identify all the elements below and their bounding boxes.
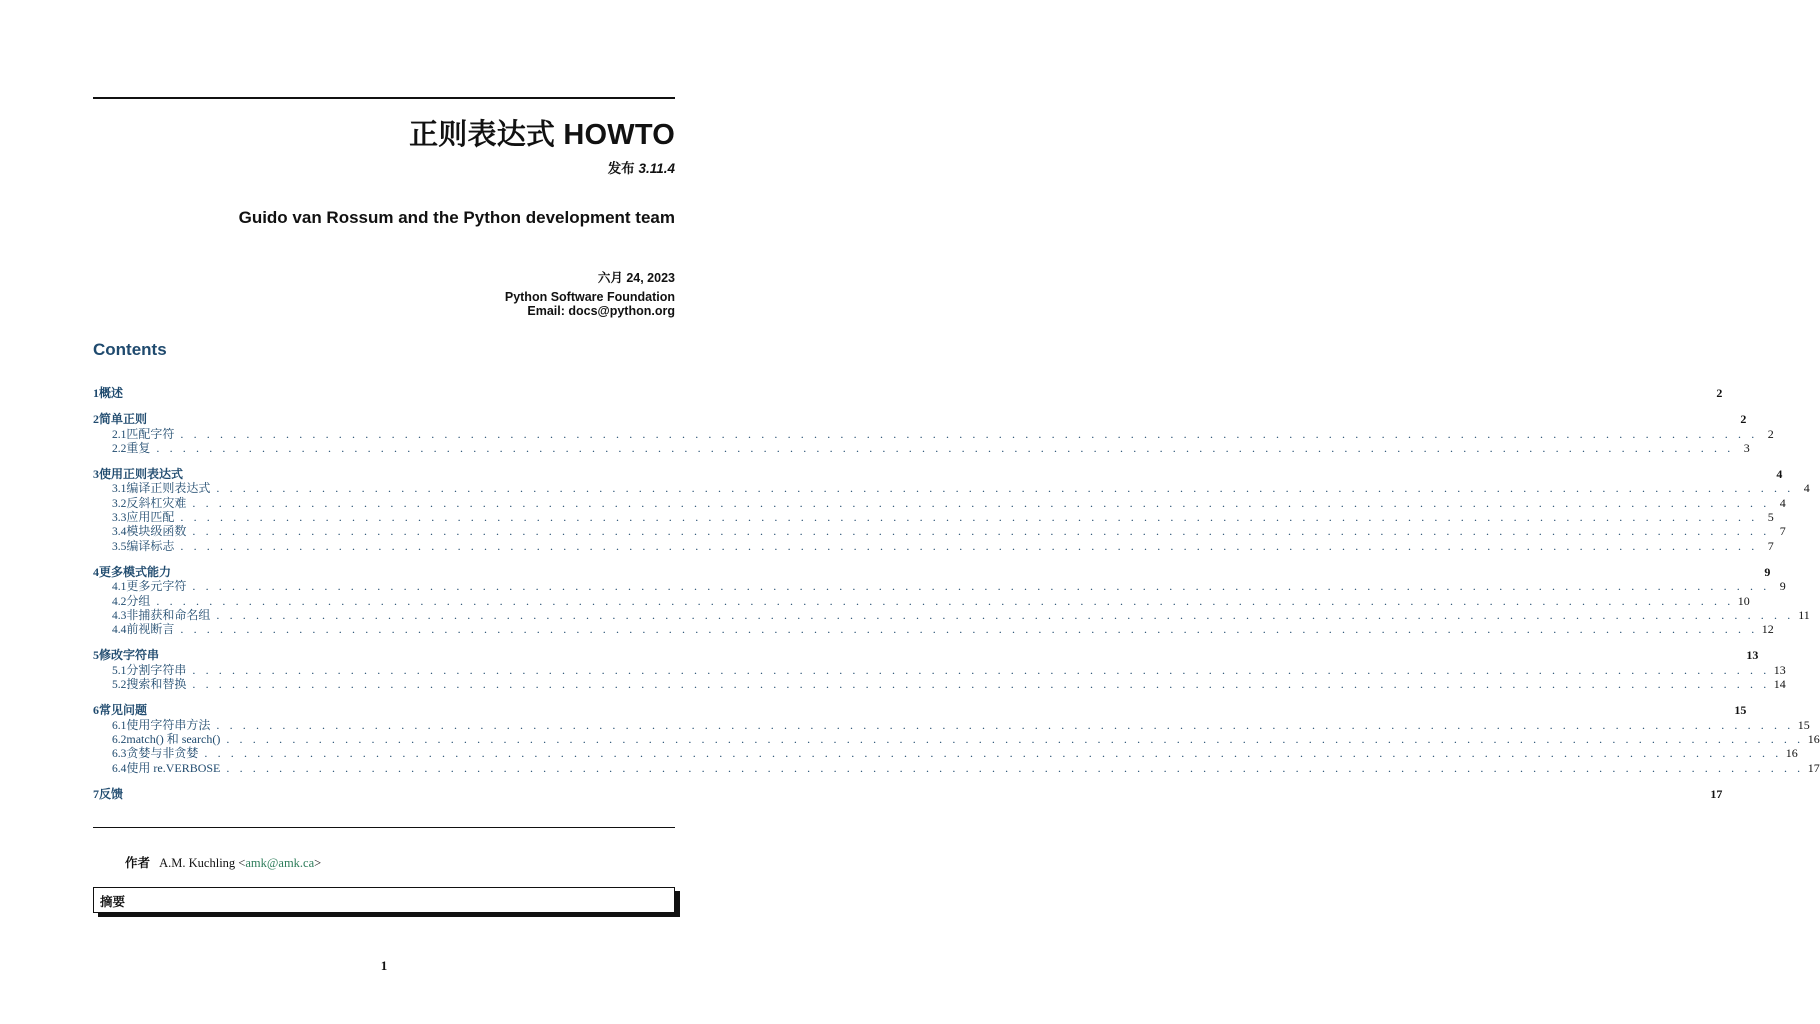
toc-entry-number: 4 (93, 564, 99, 579)
toc-entry-page: 7 (1779, 524, 1786, 539)
toc-entry-number: 4.2 (112, 595, 127, 608)
toc-entry-number: 2.1 (112, 428, 127, 441)
toc-subsection-entry[interactable] (93, 622, 1774, 637)
toc-entry-page: 2 (1716, 386, 1723, 400)
authors-line: Guido van Rossum and the Python development team (238, 208, 675, 227)
toc-entry-number: 7 (93, 786, 99, 801)
toc-entry-page: 11 (1798, 607, 1810, 622)
toc-entry-page: 15 (1734, 703, 1747, 718)
toc-entry-label: 使用 re.VERBOSE (126, 760, 221, 775)
toc-entry-label: 前视断言 (126, 622, 175, 637)
toc-entry-label: 更多元字符 (126, 579, 187, 594)
toc-section-group (93, 564, 1810, 637)
toc-entry-page: 13 (1746, 648, 1759, 663)
toc-entry-label: 重复 (126, 440, 151, 455)
toc-dot-leader: . . . . . . . . . . . . . . . . . . . . . . . . . . . . . . . . . . . . . . . . . . . . . . . . . . . . . . . . . . . . . . . . . . . . . . . . . . . . . . . . . . . . . . . . . . . . . . . . . . . . . . . . . . . . . . . . . . . . . . . . (204, 746, 1782, 761)
toc-section-group (93, 386, 1723, 400)
toc-entry-number: 3.3 (112, 512, 127, 525)
toc-section-group (93, 648, 1786, 692)
toc-entry-number: 3 (93, 467, 99, 482)
toc-entry-label: 匹配字符 (126, 426, 175, 441)
toc-section-entry[interactable] (93, 564, 1771, 579)
toc-subsection-entry[interactable] (93, 607, 1810, 622)
toc-entry-label: 贪婪与非贪婪 (126, 746, 199, 761)
toc-section-group (93, 467, 1810, 553)
toc-entry-page: 9 (1779, 579, 1786, 594)
toc-entry-number: 6.4 (112, 762, 127, 775)
toc-entry-label: 常见问题 (99, 703, 148, 718)
toc-subsection-entry[interactable] (93, 579, 1786, 594)
toc-dot-leader: . . . . . . . . . . . . . . . . . . . . . . . . . . . . . . . . . . . . . . . . . . . . . . . . . . . . . . . . . . . . . . . . . . . . . . . . . . . . . . . . . . . . . . . . . . . . . . . . . . . . . . . . . . . . . . . . . . . . . . . . (216, 481, 1794, 496)
toc-entry-label: 简单正则 (99, 412, 148, 427)
toc-entry-page: 3 (1743, 440, 1750, 455)
toc-entry-page: 4 (1779, 495, 1786, 510)
table-of-contents (93, 386, 1820, 813)
organization: Python Software Foundation (504, 290, 675, 304)
toc-entry-page: 2 (1767, 426, 1774, 441)
toc-entry-number: 3.4 (112, 526, 127, 539)
toc-entry-page: 10 (1737, 593, 1750, 608)
author-email-link[interactable]: amk@amk.ca (245, 856, 315, 870)
toc-subsection-entry[interactable] (93, 717, 1810, 732)
toc-entry-page: 7 (1767, 538, 1774, 553)
toc-entry-page: 9 (1764, 564, 1771, 579)
toc-entry-label: 修改字符串 (99, 648, 160, 663)
contents-heading: Contents (93, 340, 167, 359)
author-label: 作者 (125, 856, 151, 870)
toc-entry-label: match() 和 search() (126, 731, 221, 746)
toc-entry-page: 5 (1767, 510, 1774, 525)
toc-entry-label: 编译标志 (126, 538, 175, 553)
toc-entry-label: 使用正则表达式 (99, 467, 184, 482)
toc-subsection-entry[interactable] (93, 524, 1786, 539)
bottom-rule (93, 827, 675, 828)
toc-entry-label: 应用匹配 (126, 510, 175, 525)
toc-subsection-entry[interactable] (93, 677, 1786, 692)
toc-entry-label: 使用字符串方法 (126, 717, 211, 732)
toc-section-entry[interactable] (93, 648, 1759, 663)
toc-entry-number: 5 (93, 648, 99, 663)
toc-entry-label: 概述 (99, 386, 124, 400)
toc-entry-label: 非捕获和命名组 (126, 607, 211, 622)
page-number: 1 (380, 958, 388, 973)
toc-entry-label: 分割字符串 (126, 662, 187, 677)
toc-subsection-entry[interactable] (93, 426, 1774, 441)
toc-entry-label: 分组 (126, 593, 151, 608)
toc-dot-leader: . . . . . . . . . . . . . . . . . . . . . . . . . . . . . . . . . . . . . . . . . . . . . . . . . . . . . . . . . . . . . . . . . . . . . . . . . . . . . . . . . . . . . . . . . . . . . . . . . . . . . . . . . . . . . . . . . . . . . . . . (192, 495, 1770, 510)
toc-dot-leader: . . . . . . . . . . . . . . . . . . . . . . . . . . . . . . . . . . . . . . . . . . . . . . . . . . . . . . . . . . . . . . . . . . . . . . . . . . . . . . . . . . . . . . . . . . . . . . . . . . . . . . . . . . . . . . . . . . . . . . . . (216, 717, 1794, 732)
toc-entry-number: 1 (93, 386, 99, 400)
toc-entry-page: 4 (1776, 467, 1783, 482)
toc-entry-number: 2 (93, 412, 99, 427)
toc-dot-leader: . . . . . . . . . . . . . . . . . . . . . . . . . . . . . . . . . . . . . . . . . . . . . . . . . . . . . . . . . . . . . . . . . . . . . . . . . . . . . . . . . . . . . . . . . . . . . . . . . . . . . . . . . . . . . . . . . . . . . . . . (226, 731, 1804, 746)
toc-dot-leader: . . . . . . . . . . . . . . . . . . . . . . . . . . . . . . . . . . . . . . . . . . . . . . . . . . . . . . . . . . . . . . . . . . . . . . . . . . . . . . . . . . . . . . . . . . . . . . . . . . . . . . . . . . . . . . . . . . . . . . . . (180, 426, 1758, 441)
toc-entry-number: 2.2 (112, 442, 127, 455)
toc-dot-leader: . . . . . . . . . . . . . . . . . . . . . . . . . . . . . . . . . . . . . . . . . . . . . . . . . . . . . . . . . . . . . . . . . . . . . . . . . . . . . . . . . . . . . . . . . . . . . . . . . . . . . . . . . . . . . . . . . . . . . . . . (216, 607, 1794, 622)
toc-entry-label: 编译正则表达式 (126, 481, 211, 496)
toc-entry-label: 搜索和替换 (126, 677, 187, 692)
toc-subsection-entry[interactable] (93, 481, 1810, 496)
toc-entry-number: 4.1 (112, 581, 127, 594)
toc-section-entry[interactable] (93, 703, 1747, 718)
toc-entry-number: 6.3 (112, 748, 127, 761)
toc-dot-leader: . . . . . . . . . . . . . . . . . . . . . . . . . . . . . . . . . . . . . . . . . . . . . . . . . . . . . . . . . . . . . . . . . . . . . . . . . . . . . . . . . . . . . . . . . . . . . . . . . . . . . . . . . . . . . . . . . . . . . . . . (226, 760, 1804, 775)
toc-subsection-entry[interactable] (93, 760, 1820, 775)
author-suffix: > (314, 856, 322, 870)
toc-dot-leader: . . . . . . . . . . . . . . . . . . . . . . . . . . . . . . . . . . . . . . . . . . . . . . . . . . . . . . . . . . . . . . . . . . . . . . . . . . . . . . . . . . . . . . . . . . . . . . . . . . . . . . . . . . . . . . . . . . . . . . . . (156, 440, 1734, 455)
toc-entry-label: 反馈 (99, 786, 124, 801)
toc-dot-leader: . . . . . . . . . . . . . . . . . . . . . . . . . . . . . . . . . . . . . . . . . . . . . . . . . . . . . . . . . . . . . . . . . . . . . . . . . . . . . . . . . . . . . . . . . . . . . . . . . . . . . . . . . . . . . . . . . . . . . . . . (156, 593, 1734, 608)
toc-entry-number: 6 (93, 703, 99, 718)
toc-subsection-entry[interactable] (93, 510, 1774, 525)
toc-entry-number: 6.1 (112, 719, 127, 732)
toc-section-group (93, 786, 1723, 801)
toc-entry-number: 6.2 (112, 733, 127, 746)
abstract-box (93, 887, 675, 913)
toc-dot-leader: . . . . . . . . . . . . . . . . . . . . . . . . . . . . . . . . . . . . . . . . . . . . . . . . . . . . . . . . . . . . . . . . . . . . . . . . . . . . . . . . . . . . . . . . . . . . . . . . . . . . . . . . . . . . . . . . . . . . . . . . (192, 579, 1770, 594)
toc-entry-page: 12 (1761, 622, 1774, 637)
toc-subsection-entry[interactable] (93, 593, 1750, 608)
toc-entry-page: 14 (1773, 677, 1786, 692)
toc-section-entry[interactable] (93, 467, 1783, 482)
toc-entry-number: 3.1 (112, 483, 127, 496)
release-version: 3.11.4 (638, 161, 675, 176)
toc-dot-leader: . . . . . . . . . . . . . . . . . . . . . . . . . . . . . . . . . . . . . . . . . . . . . . . . . . . . . . . . . . . . . . . . . . . . . . . . . . . . . . . . . . . . . . . . . . . . . . . . . . . . . . . . . . . . . . . . . . . . . . . . (180, 510, 1758, 525)
toc-entry-page: 4 (1803, 481, 1810, 496)
toc-subsection-entry[interactable] (93, 731, 1820, 746)
document-title: 正则表达式 HOWTO (409, 119, 675, 151)
toc-section-entry[interactable] (93, 786, 1723, 801)
toc-dot-leader: . . . . . . . . . . . . . . . . . . . . . . . . . . . . . . . . . . . . . . . . . . . . . . . . . . . . . . . . . . . . . . . . . . . . . . . . . . . . . . . . . . . . . . . . . . . . . . . . . . . . . . . . . . . . . . . . . . . . . . . . (180, 622, 1758, 637)
contact-email: Email: docs@python.org (527, 304, 675, 318)
author-name: A.M. Kuchling < (159, 856, 246, 870)
abstract-label: 摘要 (100, 895, 126, 909)
toc-entry-number: 5.1 (112, 664, 127, 677)
toc-entry-page: 2 (1740, 412, 1747, 427)
toc-dot-leader: . . . . . . . . . . . . . . . . . . . . . . . . . . . . . . . . . . . . . . . . . . . . . . . . . . . . . . . . . . . . . . . . . . . . . . . . . . . . . . . . . . . . . . . . . . . . . . . . . . . . . . . . . . . . . . . . . . . . . . . . (180, 538, 1758, 553)
toc-section-entry[interactable] (93, 386, 1723, 400)
toc-subsection-entry[interactable] (93, 538, 1774, 553)
toc-dot-leader: . . . . . . . . . . . . . . . . . . . . . . . . . . . . . . . . . . . . . . . . . . . . . . . . . . . . . . . . . . . . . . . . . . . . . . . . . . . . . . . . . . . . . . . . . . . . . . . . . . . . . . . . . . . . . . . . . . . . . . . . (192, 662, 1770, 677)
toc-entry-page: 15 (1797, 717, 1810, 732)
toc-subsection-entry[interactable] (93, 662, 1786, 677)
toc-subsection-entry[interactable] (93, 746, 1798, 761)
toc-subsection-entry[interactable] (93, 440, 1750, 455)
toc-entry-number: 5.2 (112, 679, 127, 692)
top-rule (93, 97, 675, 99)
toc-subsection-entry[interactable] (93, 495, 1786, 510)
toc-section-group (93, 412, 1774, 455)
release-label: 发布 (607, 161, 635, 176)
toc-entry-number: 3.5 (112, 540, 127, 553)
toc-entry-page: 16 (1785, 746, 1798, 761)
toc-entry-label: 模块级函数 (126, 524, 187, 539)
release-line (608, 157, 675, 177)
publish-date: 六月 24, 2023 (597, 271, 675, 285)
toc-entry-number: 4.3 (112, 609, 127, 622)
toc-entry-page: 17 (1710, 786, 1723, 801)
toc-entry-number: 3.2 (112, 497, 127, 510)
toc-dot-leader: . . . . . . . . . . . . . . . . . . . . . . . . . . . . . . . . . . . . . . . . . . . . . . . . . . . . . . . . . . . . . . . . . . . . . . . . . . . . . . . . . . . . . . . . . . . . . . . . . . . . . . . . . . . . . . . . . . . . . . . . (192, 524, 1770, 539)
toc-entry-number: 4.4 (112, 624, 127, 637)
toc-entry-label: 更多模式能力 (99, 564, 172, 579)
toc-dot-leader: . . . . . . . . . . . . . . . . . . . . . . . . . . . . . . . . . . . . . . . . . . . . . . . . . . . . . . . . . . . . . . . . . . . . . . . . . . . . . . . . . . . . . . . . . . . . . . . . . . . . . . . . . . . . . . . . . . . . . . . . (192, 677, 1770, 692)
toc-entry-page: 16 (1807, 731, 1820, 746)
toc-entry-page: 13 (1773, 662, 1786, 677)
toc-section-group (93, 703, 1820, 775)
toc-section-entry[interactable] (93, 412, 1747, 427)
author-field (125, 853, 321, 871)
toc-entry-page: 17 (1807, 760, 1820, 775)
toc-entry-label: 反斜杠灾难 (126, 495, 187, 510)
